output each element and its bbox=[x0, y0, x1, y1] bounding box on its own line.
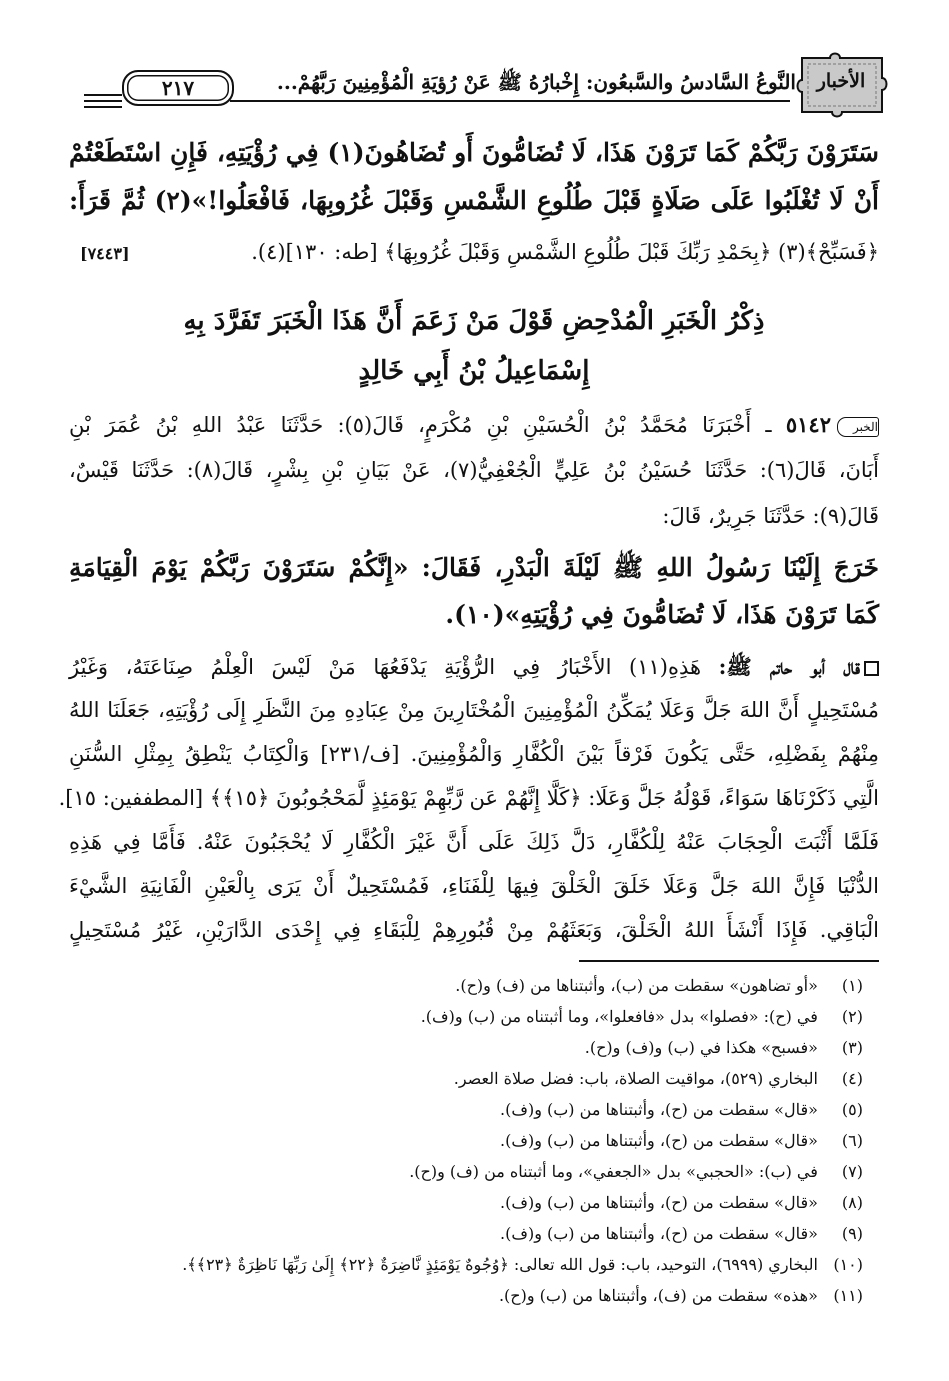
header-rule-left-2 bbox=[84, 100, 122, 102]
matn-line-2: كَمَا تَرَوْنَ هَذَا، لَا تُضَامُّونَ فِي رُؤْيَتِهِ»(١٠). bbox=[445, 600, 879, 629]
chapter-title: النَّوعُ السَّادسُ والسَّبعُون: إِخْبارُهُ ﷺ عَنْ رُؤيَةِ الْمُؤْمِنِينَ رَبَّهُمْ... bbox=[276, 70, 796, 94]
commentary-line-3: مِنْهُمْ بِفَضْلِهِ، حَتَّى يَكُونَ فَرْقاً بَيْنَ الْكُفَّارِ وَالْمُؤْمِنِينَ. [ف/٢٣١] وَالْكِتَابُ يَنْطِقُ بِمِثْلِ السُّنَنِ bbox=[69, 742, 879, 766]
puzzle-piece-icon bbox=[794, 52, 890, 118]
footnote-11: (١١) «هذه» سقطت من (ف)، وأثبتناها من (ب) و(ح). bbox=[498, 1286, 863, 1305]
commentary-speaker: قال أبو حاتم ﷺ: bbox=[718, 654, 860, 679]
matn-line-1: خَرَجَ إِلَيْنَا رَسُولُ اللهِ ﷺ لَيْلَةَ الْبَدْرِ، فَقَالَ: «إِنَّكُمْ سَتَرَوْنَ رَبَّكُمْ يَوْمَ الْقِيَامَةِ bbox=[69, 553, 879, 582]
footnote-7: (٧) في (ب): «الحجبي» بدل «الجعفي»، وما أثبتناه من (ف) و(ح). bbox=[409, 1162, 863, 1181]
footnote-4: (٤) البخاري (٥٢٩)، مواقيت الصلاة، باب: فضل صلاة العصر. bbox=[453, 1069, 863, 1088]
footnote-6: (٦) «قال» سقطت من (ح)، وأثبتناها من (ب) و(ف). bbox=[500, 1131, 863, 1150]
header-rule-left bbox=[84, 94, 122, 96]
commentary-line-1-text: هَذِهِ(١١) الأَخْبَارُ فِي الرُّؤْيَةِ يَدْفَعُهَا مَنْ لَيْسَ الْعِلْمُ صِنَاعَتَهُ، وَغَيْرُ bbox=[69, 655, 702, 679]
section-heading-line-1: ذِكْرُ الْخَبَرِ الْمُدْحِضِ قَوْلَ مَنْ زَعَمَ أَنَّ هَذَا الْخَبَرَ تَفَرَّدَ بِهِ bbox=[183, 306, 765, 336]
page-number: ٢١٧ bbox=[122, 70, 234, 106]
commentary-line-5: فَلَمَّا أَثْبَتَ الْحِجَابَ عَنْهُ لِلْكُفَّارِ، دَلَّ ذَلِكَ عَلَى أَنَّ غَيْرَ الْكُفَّارِ لَا يُحْجَبُونَ عَنْهُ. فَأَمَّا فِي هَذِهِ bbox=[69, 830, 879, 854]
page-header bbox=[70, 52, 890, 114]
hadith-prev-line-2: أَنْ لَا تُغْلَبُوا عَلَى صَلَاةٍ قَبْلَ طُلُوعِ الشَّمْسِ وَقَبْلَ غُرُوبِهَا، فَافْعَلُوا!»(٢) ثُمَّ قَرَأَ: bbox=[69, 186, 879, 215]
commentary-line-1 bbox=[69, 654, 879, 685]
header-rule-left-3 bbox=[84, 106, 122, 108]
footnote-8: (٨) «قال» سقطت من (ح)، وأثبتناها من (ب) و(ف). bbox=[500, 1193, 863, 1212]
isnad-line-1-text: ـ أَخْبَرَنَا مُحَمَّدُ بْنُ الْحُسَيْنِ بْنِ مُكْرَمٍ، قَالَ(٥): حَدَّثَنَا عَبْدُ اللهِ بْنُ عُمَرَ بْنِ bbox=[69, 413, 772, 437]
hadith-prev-line-1: سَتَرَوْنَ رَبَّكُمْ كَمَا تَرَوْنَ هَذَا، لَا تُضَامُّونَ أَو تُضَاهُونَ(١) فِي رُؤْيَتِهِ، فَإِنِ اسْتَطَعْتُمْ bbox=[69, 138, 879, 167]
isnad-line-1 bbox=[69, 412, 879, 437]
khabar-marker-icon: الخبر bbox=[837, 417, 879, 437]
footnote-1: (١) «أو تضاهون» سقطت من (ب)، وأثبتناها من (ف) و(ح). bbox=[455, 976, 863, 995]
footnote-10: (١٠) البخاري (٦٩٩٩)، التوحيد، باب: قول الله تعالى: ﴿وُجُوهٌ يَوْمَئِذٍ نَّاضِرَةٌ ﴿٢٢﴾ إِلَىٰ رَبِّهَا نَاظِرَةٌ ﴿٢٣﴾﴾. bbox=[182, 1255, 863, 1274]
commentary-line-4: الَّتِي ذَكَرْنَاهَا سَوَاءً، قَوْلُهُ جَلَّ وَعَلَا: ﴿كَلَّا إِنَّهُمْ عَن رَّبِّهِمْ يَوْمَئِذٍ لَّمَحْجُوبُونَ ﴿١٥﴾﴾ [المطففين: ١٥]. bbox=[58, 786, 879, 810]
footnote-separator bbox=[579, 960, 879, 962]
puzzle-label: الأخبار bbox=[816, 70, 866, 92]
hadith-prev-line-3: ﴿فَسَبِّحْ﴾(٣) ﴿بِحَمْدِ رَبِّكَ قَبْلَ طُلُوعِ الشَّمْسِ وَقَبْلَ غُرُوبِهَا﴾ [طه: ١٣٠](٤). bbox=[251, 240, 879, 264]
header-rule bbox=[230, 100, 790, 102]
footnote-3: (٣) «فسبح» هكذا في (ب) و(ف) و(ح). bbox=[584, 1038, 863, 1057]
commentary-line-6: الدُّنْيَا فَإِنَّ اللهَ جَلَّ وَعَلَا خَلَقَ الْخَلْقَ فِيهَا لِلْفَنَاءِ، فَمُسْتَحِيلٌ أَنْ يَرَى بِالْعَيْنِ الْفَانِيَةِ الشَّيْءَ bbox=[69, 874, 879, 898]
footnote-9: (٩) «قال» سقطت من (ح)، وأثبتناها من (ب) و(ف). bbox=[500, 1224, 863, 1243]
commentary-line-7: الْبَاقِي. فَإِذَا أَنْشَأَ اللهُ الْخَلْقَ، وَبَعَثَهُمْ مِنْ قُبُورِهِمْ لِلْبَقَاءِ فِي إِحْدَى الدَّارَيْنِ، غَيْرُ مُسْتَحِيلٍ bbox=[69, 918, 879, 942]
footnote-2: (٢) في (ح): «فصلوا» بدل «فافعلوا»، وما أثبتناه من (ب) و(ف). bbox=[420, 1007, 863, 1026]
hadith-number: ٥١٤٢ bbox=[785, 412, 831, 437]
square-bullet-icon bbox=[864, 661, 879, 676]
section-heading-line-2: إِسْمَاعِيلُ بْنُ أَبِي خَالِدٍ bbox=[358, 356, 590, 386]
isnad-line-2: أَبَانَ، قَالَ(٦): حَدَّثَنَا حُسَيْنُ بْنُ عَلِيٍّ الْجُعْفِيُّ(٧)، عَنْ بَيَانِ بْنِ بِشْرٍ، قَالَ(٨): حَدَّثَنَا قَيْسٌ، bbox=[69, 458, 880, 482]
footnote-5: (٥) «قال» سقطت من (ح)، وأثبتناها من (ب) و(ف). bbox=[500, 1100, 863, 1119]
hadith-prev-ref: [٧٤٤٣] bbox=[80, 244, 130, 263]
commentary-line-2: مُسْتَحِيلٍ أَنَّ اللهَ جَلَّ وَعَلَا يُمَكِّنُ الْمُؤْمِنِينَ الْمُخْتَارِينَ مِنْ عِبَادِهِ مِنَ النَّظَرِ إِلَى رُؤْيَتِهِ، جَعَلَنَا اللهُ bbox=[69, 698, 879, 722]
isnad-line-3: قَالَ(٩): حَدَّثَنَا جَرِيرٌ، قَالَ: bbox=[662, 504, 879, 528]
